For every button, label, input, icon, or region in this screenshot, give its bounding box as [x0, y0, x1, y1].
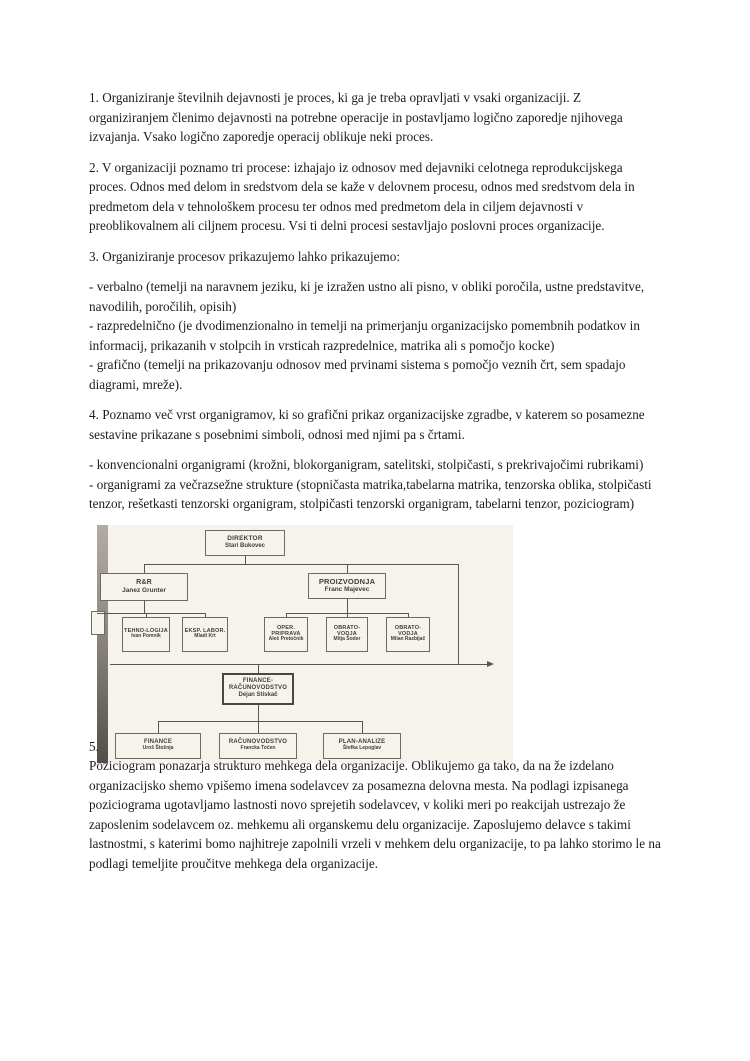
- paragraph-1: 1. Organiziranje številnih dejavnosti je proces, ki ga je treba opravljati v vsaki organizaciji. Z organiziranjem členimo dejavnosti na potrebne operacije in postavljamo logično zaporedje njihovega izvajanja. Vsako logično zaporedje operacij oblikuje neki proces.: [89, 90, 623, 144]
- list-item: - razpredelnično (je dvodimenzionalno in temelji na primerjanju organizacijsko pomembnih podatkov in informacij, prikazanih v stolpcih in vrsticah razpredelnice, matrika ali s pomočjo kocke): [89, 318, 640, 353]
- org-box-obratovodja-1: [326, 617, 368, 652]
- org-box-finance-racunovodstvo: [222, 673, 294, 705]
- connector-line: [144, 601, 145, 613]
- connector-line: [158, 721, 362, 722]
- list-item: - grafično (temelji na prikazovanju odnosov med prvinami sistema s pomočjo veznih črt, sem spadajo diagrami, mreže).: [89, 357, 626, 392]
- org-box-title: FINANCE-RAČUNOVODSTVO: [228, 678, 288, 692]
- org-box-title: PLAN-ANALIZE: [338, 739, 386, 746]
- org-box-title: EKSP. LABOR.: [184, 628, 226, 635]
- connector-line: [347, 564, 348, 573]
- org-box-person: Štefka Lepoglav: [342, 744, 382, 751]
- connector-line: [258, 664, 259, 673]
- list-item: - organigrami za večrazsežne strukture (stopničasta matrika,tabelarna matrika, tenzorska oblika, stolpičasti tenzor, rešetkasti tenzorski organigram, stolpičasti tenzorski organigram, tabelarni tenzor, poziciogram): [89, 476, 652, 511]
- org-box-rr: [100, 573, 188, 601]
- org-box-title: OBRATO-VODJA: [394, 624, 422, 638]
- connector-line: [110, 664, 488, 665]
- org-box-person: Stari Bukovec: [224, 542, 266, 549]
- connector-line: [347, 599, 348, 613]
- org-box-tehnologija: [122, 617, 170, 652]
- list-item: - verbalno (temelji na naravnem jeziku, ki je izražen ustno ali pisno, v obliki poročila, ustne predstavitve, navodilih, poročilih, opisih): [89, 279, 645, 314]
- connector-line: [97, 613, 206, 614]
- connector-line: [458, 564, 459, 664]
- paragraph-5: [89, 737, 662, 874]
- connector-line: [144, 564, 145, 573]
- org-box-title: PROIZVODNJA: [318, 576, 376, 586]
- org-box-eksp-labor: [182, 617, 228, 652]
- connector-line: [258, 721, 259, 733]
- org-box-person: Uroš Štošnja: [142, 744, 174, 751]
- connector-line: [158, 721, 159, 733]
- org-box-obratovodja-2: [386, 617, 430, 652]
- paragraph-3: 3. Organiziranje procesov prikazujemo lahko prikazujemo:: [89, 248, 401, 264]
- org-box-person: Mladi Krt: [194, 633, 216, 640]
- org-box-person: Milan Razbijač: [390, 636, 426, 643]
- connector-line: [144, 564, 458, 565]
- org-box-person: Aleš Pretočnik: [268, 636, 304, 643]
- list-item: - konvencionalni organigrami (krožni, blokorganigram, satelitski, stolpičasti, s prekrivajočimi rubrikami): [89, 457, 644, 472]
- arrow-right-icon: [487, 661, 494, 667]
- org-box-person: Ivan Pomnik: [131, 633, 161, 640]
- connector-line: [362, 721, 363, 733]
- org-box-title: RAČUNOVODSTVO: [228, 739, 288, 746]
- paragraph-4: 4. Poznamo več vrst organigramov, ki so grafični prikaz organizacijske zgradbe, v katerem so posamezne sestavine prikazane s posebnimi simboli, odnosi med njimi pa s črtami.: [89, 407, 645, 442]
- org-box-person: Mitja Šoder: [333, 636, 361, 643]
- org-chart-figure: [97, 525, 513, 763]
- scan-shadow-band: [97, 525, 108, 763]
- org-box-oper-priprava: [264, 617, 308, 652]
- paragraph-5-text: Poziciogram ponazarja strukturo mehkega dela organizacije. Oblikujemo ga tako, da na že izdelano organizacijsko shemo vpišemo imena sodelavcev za posamezna delovna mesta. Na podlagi izpisanega poziciograma ugotavljamo lastnosti novo sprejetih sodelavcev, v koliki meri po reakcijah ustrezajo že zaposlenim sodelavcem oz. mehkemu ali organskemu delu organizacije. Zaposlujemo delavce s takimi lastnostmi, s katerimi bomo najhitreje zapolnili vrzeli v mehkem delu organizacije, to pa lahko storimo le na podlagi temeljite proučitve mehkega dela organizacije.: [89, 758, 661, 871]
- org-box-title: FINANCE: [143, 739, 173, 746]
- org-box-direktor: [205, 530, 285, 556]
- org-box-person: Janez Grunter: [122, 586, 166, 594]
- org-box-person: Franc Majevec: [324, 585, 370, 593]
- cropped-org-box: [91, 611, 105, 635]
- org-box-title: DIREKTOR: [227, 535, 263, 543]
- org-box-title: TEHNO-LOGIJA: [124, 628, 168, 635]
- connector-line: [258, 705, 259, 721]
- org-box-title: OBRATO-VODJA: [333, 624, 361, 638]
- org-box-title: OPER. PRIPRAVA: [271, 624, 301, 638]
- org-box-title: R&R: [136, 578, 152, 586]
- org-box-person: Dejan Stiskač: [238, 691, 278, 698]
- org-box-proizvodnja: [308, 573, 386, 599]
- connector-line: [245, 556, 246, 564]
- paragraph-2: 2. V organizaciji poznamo tri procese: izhajajo iz odnosov med dejavniki celotnega reprodukcijskega proces. Odnos med delom in sredstvom dela se kaže v delovnem procesu, odnos med sredstvom dela in predmetom dela v tehnološkem procesu ter odnos med predmetom dela in ciljem dejavnosti v preoblikovalnem ali ciljnem procesu. Vsi ti delni procesi sestavljajo poslovni proces organizacije.: [89, 159, 635, 233]
- item-5-label: 5.: [89, 738, 99, 754]
- org-box-person: Francka Točen: [240, 744, 276, 751]
